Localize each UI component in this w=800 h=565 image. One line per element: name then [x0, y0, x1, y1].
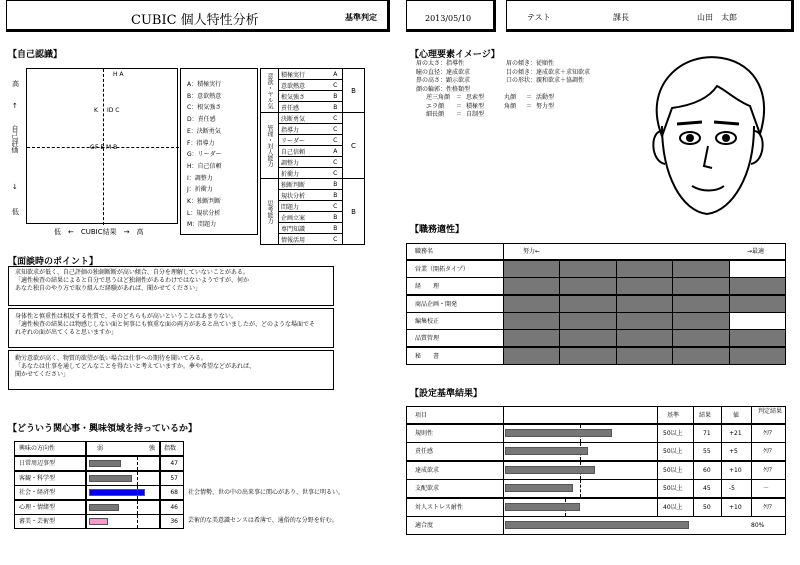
job-level-cell — [616, 348, 672, 364]
job-col-name: 職務名 — [415, 248, 434, 255]
y-axis-arrow-down: ↓ — [12, 183, 18, 191]
face-type-eq: ＝ — [526, 94, 533, 101]
self-matrix — [26, 68, 178, 224]
fit-bar — [505, 521, 689, 529]
std-bar — [505, 429, 612, 437]
face-type-value: 活動型 — [536, 94, 555, 101]
job-row-name: 編集校正 — [415, 317, 440, 325]
job-level-cell — [672, 261, 728, 277]
face-type: 角顔 — [504, 102, 517, 110]
standard-heading: 【設定基準結果】 — [410, 389, 483, 399]
std-row — [406, 498, 786, 517]
face-type-eq: ＝ — [456, 94, 463, 101]
self-heading: 【自己認識】 — [8, 50, 63, 60]
interest-bar — [89, 518, 108, 525]
legend-item: L：規状分析 — [187, 209, 221, 217]
job-level-cell — [616, 296, 672, 312]
face-type: 逆三角顔 — [426, 94, 451, 101]
std-row — [406, 461, 786, 480]
face-type-value: 思索型 — [466, 94, 485, 101]
legend-item: D：責任感 — [187, 116, 216, 124]
group-item: 意欲熱意 — [279, 80, 329, 91]
legend-item: J：折衝力 — [187, 186, 213, 194]
std-row-name: 責任感 — [415, 448, 434, 456]
std-row — [406, 424, 786, 443]
interest-bar-cell — [86, 500, 160, 515]
psych-line: 眉の傾き：従順性 — [506, 60, 555, 67]
std-bar — [505, 466, 595, 474]
job-row — [406, 312, 786, 330]
group-grade: B — [343, 179, 365, 245]
std-row-base: 50以上 — [663, 466, 683, 474]
group-item: 指導力 — [279, 124, 329, 135]
job-level-cell — [503, 296, 559, 312]
group-item-grade: C — [329, 234, 343, 245]
job-level-cell — [503, 348, 559, 364]
group-item-grade: B — [329, 190, 343, 201]
std-row-judge: ｸﾘｱ — [763, 430, 773, 437]
person-box — [506, 0, 794, 32]
job-level-cell — [616, 313, 672, 329]
job-level-cell — [616, 278, 672, 294]
face-type-value: 積極型 — [466, 102, 485, 110]
interest-table — [14, 441, 184, 529]
face-type-value: 努力型 — [536, 102, 555, 110]
interest-heading: 【どういう関心事・興味領域を持っているか】 — [8, 424, 198, 434]
job-level-cell — [672, 278, 728, 294]
job-level-cell — [729, 313, 785, 329]
legend-item: G：リーダー — [187, 151, 222, 159]
std-row-name: 対人ストレス耐性 — [415, 503, 463, 511]
psych-line: 眉の太さ：指導性 — [416, 60, 465, 67]
std-col-diff: 値 — [733, 412, 740, 419]
face-type: エラ顔 — [426, 102, 445, 110]
mouth — [692, 186, 724, 191]
std-row-name: 規則性 — [415, 430, 434, 437]
group-item: 独断判断 — [279, 179, 329, 190]
job-level-cell — [559, 313, 615, 329]
interest-comment-5: 芸術的な美意識センスは希薄で、通俗的な分野を好む。 — [188, 517, 338, 524]
judgement-badge: 基準判定 — [345, 13, 377, 22]
test-label: テスト — [527, 13, 551, 22]
std-row-result: 71 — [703, 430, 711, 437]
job-level-cell — [672, 348, 728, 364]
group-item-grade: B — [329, 102, 343, 113]
interest-row-name: 心理・情緒型 — [14, 500, 86, 515]
group-item: 調整力 — [279, 157, 329, 168]
psych-line: 瞳の直径：達成欲求 — [416, 68, 471, 76]
psych-line: 口の形状：親和欲求＋協調性 — [506, 77, 585, 84]
std-row-result: 50 — [703, 503, 711, 511]
job-level-cell — [503, 330, 559, 346]
fit-row — [406, 516, 786, 535]
job-heading: 【職務適性】 — [410, 225, 465, 235]
left-eyebrow — [677, 122, 702, 124]
std-row-diff: +5 — [729, 448, 738, 456]
job-col-right: →最適 — [747, 248, 765, 255]
std-row-diff: -5 — [729, 485, 735, 493]
job-level-cell — [559, 261, 615, 277]
group-label: 管理・対人能力 — [261, 113, 279, 179]
job-level-cell — [729, 278, 785, 294]
group-label: 思考能力 — [261, 179, 279, 245]
std-row-name: 支配欲求 — [415, 485, 440, 493]
job-row — [406, 260, 786, 278]
job-row — [406, 329, 786, 347]
mark-g: G — [90, 144, 95, 151]
job-level-cell — [503, 261, 559, 277]
legend-item: E：決断勇気 — [187, 127, 221, 135]
interest-comment-3: 社会情勢、世の中の出来事に関心があり、世事に明るい。 — [188, 489, 345, 496]
std-bar — [505, 484, 573, 492]
role-label: 課長 — [613, 13, 629, 22]
job-level-cell — [616, 261, 672, 277]
std-col-base: 基準 — [667, 412, 680, 419]
group-item: 積極実行 — [279, 69, 329, 80]
group-item: 根気強さ — [279, 91, 329, 102]
interest-col-index: 指数 — [160, 441, 184, 456]
job-level-cell — [503, 278, 559, 294]
job-level-cell — [559, 296, 615, 312]
job-level-cell — [616, 330, 672, 346]
interest-bar-cell — [86, 514, 160, 529]
job-row-name: 経 理 — [415, 283, 440, 291]
std-row-base: 50以上 — [663, 448, 683, 456]
interest-row-name: 日常周辺事型 — [14, 456, 86, 471]
job-level-cell — [672, 330, 728, 346]
nose — [704, 146, 712, 168]
group-item-grade: C — [329, 201, 343, 212]
face-type: 細長顔 — [426, 111, 445, 118]
face-illustration — [632, 46, 782, 236]
face-type-eq: ＝ — [456, 102, 463, 110]
legend-item: A：積極実行 — [187, 81, 222, 88]
legend-item: I：調整力 — [187, 174, 213, 182]
std-row-diff: +10 — [729, 466, 742, 474]
std-row-diff: +21 — [729, 430, 742, 437]
job-level-cell — [729, 261, 785, 277]
face-type-value: 自制型 — [466, 111, 485, 118]
std-threshold-line — [580, 480, 581, 497]
std-row-base: 50以上 — [663, 485, 683, 493]
hair — [657, 57, 764, 136]
job-row — [406, 295, 786, 313]
std-row — [406, 479, 786, 498]
interest-bar — [89, 489, 145, 496]
interest-row-index: 46 — [160, 500, 184, 515]
std-row-result: 45 — [703, 485, 711, 493]
face-type-eq: ＝ — [456, 111, 463, 118]
interest-bar — [89, 460, 121, 467]
interview-block-3: 勤労意欲が高く、物質的欲望が低い場合は仕事への期待を聞いてみる。 「あなたは仕事を通してどんなことを得たいと考えていますか。夢や希望などがあれば、 聞かせてください」 — [8, 350, 334, 390]
mark-ha: H A — [113, 71, 124, 78]
job-col-left: 努力← — [523, 248, 541, 255]
interest-bar-cell — [86, 485, 160, 500]
group-item-grade: C — [329, 157, 343, 168]
group-item-grade: C — [329, 124, 343, 135]
job-level-cell — [559, 330, 615, 346]
group-item: 規状分析 — [279, 190, 329, 201]
interest-col-dir: 興味の方向性 — [14, 441, 86, 456]
group-grade: B — [343, 69, 365, 113]
y-axis-top: 高 — [12, 80, 19, 88]
interest-col-strong: 強 — [149, 445, 156, 452]
group-item: 責任感 — [279, 102, 329, 113]
date-box — [406, 0, 496, 32]
job-level-cell — [559, 348, 615, 364]
interest-row-index: 68 — [160, 485, 184, 500]
group-item-grade: A — [329, 146, 343, 157]
job-row-name: 商品企画・開発 — [415, 300, 458, 308]
group-grade: C — [343, 113, 365, 179]
job-level-cell — [729, 296, 785, 312]
std-row-judge: ｸﾘｱ — [763, 466, 773, 474]
interest-row-index: 36 — [160, 514, 184, 529]
std-row-name: 達成欲求 — [415, 466, 440, 474]
interest-row-name: 審美・芸術型 — [14, 514, 86, 529]
job-row-name: 営業（開拓タイプ） — [415, 266, 469, 273]
y-axis-label: 自己評価 — [11, 125, 19, 153]
self-legend — [180, 68, 258, 235]
interest-row-index: 57 — [160, 471, 184, 486]
interest-row-name: 社会・経済型 — [14, 485, 86, 500]
y-axis-arrow-up: ↑ — [12, 102, 18, 110]
std-col-result: 結果 — [699, 412, 712, 419]
mark-idc: ID C — [107, 107, 120, 114]
std-row-diff: +10 — [729, 503, 742, 511]
psych-line: 顔の輪郭：性格類型 — [416, 85, 471, 93]
group-item-grade: B — [329, 179, 343, 190]
mark-femb: F E M B — [95, 144, 118, 151]
self-groups — [260, 68, 365, 245]
psych-heading: 【心理要素イメージ】 — [410, 50, 500, 60]
job-level-cell — [729, 348, 785, 364]
group-item-grade: C — [329, 80, 343, 91]
group-item-grade: C — [329, 113, 343, 124]
x-axis-label: 低 ← CUBIC結果 → 高 — [54, 228, 144, 236]
face-type-eq: ＝ — [526, 102, 533, 110]
std-bar — [505, 503, 580, 511]
face-type: 丸顔 — [504, 94, 517, 101]
group-item-grade: B — [329, 212, 343, 223]
job-level-cell — [729, 330, 785, 346]
group-item: 専門知識 — [279, 223, 329, 234]
report-date: 2013/05/10 — [425, 14, 472, 23]
group-item: リーダー — [279, 135, 329, 146]
std-row-judge: ｸﾘｱ — [763, 448, 773, 456]
fit-label: 適合度 — [415, 522, 434, 529]
face-outline — [662, 126, 754, 214]
legend-item: K：独断判断 — [187, 198, 221, 206]
legend-item: F：指導力 — [187, 139, 215, 147]
group-item: 決断勇気 — [279, 113, 329, 124]
fit-value: 80% — [751, 522, 765, 529]
y-axis-bottom: 低 — [12, 208, 19, 216]
group-item: 企画立案 — [279, 212, 329, 223]
interest-bar — [89, 475, 132, 482]
interview-block-2: 身体性と慎重性は相反する性質で、そのどちらもが高いということはあまりない。 「適性検査の結果には物感じしない面と何事にも慎重な面の両方があると出ていましたが、どのような場面でそれぞれの面が出てくると思いますか」 — [8, 308, 334, 348]
person-name: 山田 太郎 — [697, 13, 737, 22]
interest-row-index: 47 — [160, 456, 184, 471]
interview-heading: 【面談時のポイント】 — [8, 257, 99, 267]
group-item: 問題力 — [279, 201, 329, 212]
group-item: 折衝力 — [279, 168, 329, 179]
legend-item: H：自己信頼 — [187, 162, 222, 170]
job-level-cell — [559, 278, 615, 294]
interest-bar — [89, 504, 119, 511]
group-label: 意欲・ヤル気 — [261, 69, 279, 113]
std-row-judge: ｸﾘｱ — [763, 503, 773, 511]
group-item-grade: B — [329, 223, 343, 234]
psych-legend — [416, 60, 590, 120]
group-item-grade: A — [329, 69, 343, 80]
right-eyebrow — [714, 122, 739, 124]
interest-row-name: 客観・科学型 — [14, 471, 86, 486]
std-bar — [505, 447, 588, 455]
std-row-base: 50以上 — [663, 430, 683, 437]
group-item-grade: B — [329, 91, 343, 102]
std-col-judge: 判定結果 — [757, 408, 782, 415]
group-item-grade: C — [329, 168, 343, 179]
job-row-name: 品質管理 — [415, 335, 440, 343]
std-row-result: 60 — [703, 466, 711, 474]
std-row — [406, 442, 786, 461]
interview-block-1: 求知欲求が低く、自己評価の独創断断が高い傾合、自分を理解していないことがある。 「適性検査の結果によると自分で思うほど独創性があるわけではないようですが、何か あなた独自のやり方で取り組んだ経験があれば、聞かせてください」 — [8, 266, 334, 306]
std-row-base: 40以上 — [663, 503, 683, 511]
psych-line: 鼻の高さ：顕示欲求 — [416, 77, 471, 84]
job-row — [406, 347, 786, 365]
mark-k: K — [94, 107, 98, 114]
std-row-judge: － — [763, 485, 770, 493]
group-item: 情報活用 — [279, 234, 329, 245]
group-item: 自己信頼 — [279, 146, 329, 157]
legend-item: M：問題力 — [187, 221, 217, 229]
std-col-item: 項目 — [415, 412, 428, 419]
interest-col-weak: 弱 — [97, 445, 104, 452]
interest-bar-cell — [86, 471, 160, 486]
job-level-cell — [503, 313, 559, 329]
title-box — [6, 0, 390, 32]
interest-bar-cell — [86, 456, 160, 471]
job-level-cell — [672, 313, 728, 329]
page-title: CUBIC 個人特性分析 — [131, 13, 259, 28]
psych-line: 目の傾き：達成欲求＋求知欲求 — [506, 68, 591, 76]
legend-item: C：根気強さ — [187, 104, 222, 112]
legend-item: B：意欲熱意 — [187, 92, 222, 100]
std-row-result: 55 — [703, 448, 711, 456]
job-row — [406, 277, 786, 295]
job-row-name: 秘 書 — [415, 352, 440, 360]
job-level-cell — [672, 296, 728, 312]
group-item-grade: C — [329, 135, 343, 146]
